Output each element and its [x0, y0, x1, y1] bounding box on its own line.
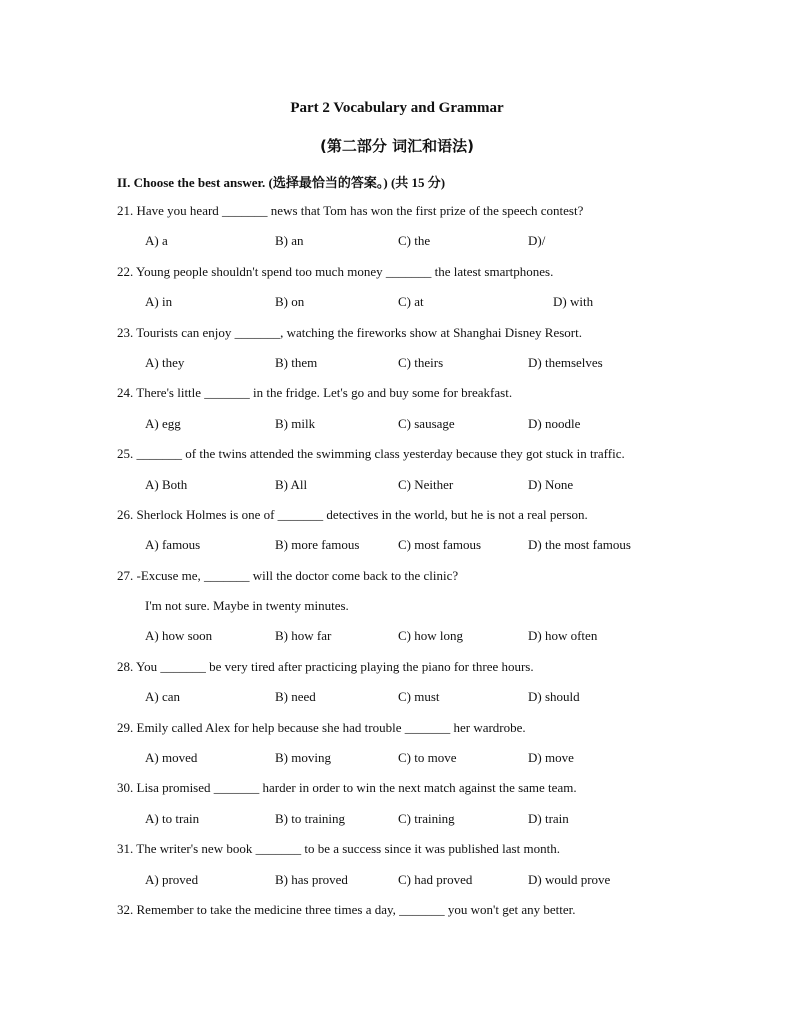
- question-stem-row: [0, 779, 794, 809]
- question-list: [0, 202, 794, 931]
- option-b: B) has proved: [275, 871, 348, 887]
- option-a: A) in: [145, 294, 173, 310]
- option-d: D) would prove: [528, 871, 611, 887]
- question-stem-row: [0, 901, 794, 931]
- option-c: C) training: [398, 810, 455, 826]
- options-row: [0, 232, 794, 262]
- option-d: D) how often: [528, 628, 598, 644]
- option-d: D) move: [528, 750, 574, 766]
- option-d: D) noodle: [528, 415, 581, 431]
- question-stem: 29. Emily called Alex for help because she had trouble _______ her wardrobe.: [117, 719, 526, 735]
- option-a: A) they: [145, 354, 185, 370]
- option-c: C) must: [398, 689, 440, 705]
- option-c: C) how long: [398, 628, 463, 644]
- option-d: D) the most famous: [528, 537, 631, 553]
- option-c: C) the: [398, 233, 431, 249]
- question-stem: 30. Lisa promised _______ harder in order to win the next match against the same team.: [117, 780, 577, 796]
- option-b: B) on: [275, 294, 305, 310]
- option-b: B) need: [275, 689, 316, 705]
- question-stem-row: [0, 840, 794, 870]
- dialogue-response-row: [0, 597, 794, 627]
- option-d: D) None: [528, 476, 574, 492]
- option-c: C) had proved: [398, 871, 473, 887]
- options-row: [0, 415, 794, 445]
- option-c: C) to move: [398, 750, 457, 766]
- option-b: B) to training: [275, 810, 346, 826]
- question-stem: 32. Remember to take the medicine three times a day, _______ you won't get any better.: [117, 901, 576, 917]
- question-stem-row: [0, 263, 794, 293]
- options-row: [0, 871, 794, 901]
- option-b: B) more famous: [275, 537, 360, 553]
- option-d: D) should: [528, 689, 580, 705]
- option-a: A) to train: [145, 810, 200, 826]
- option-c: C) Neither: [398, 476, 454, 492]
- options-row: [0, 293, 794, 323]
- options-row: [0, 627, 794, 657]
- question-stem: 23. Tourists can enjoy _______, watching the fireworks show at Shanghai Disney Resort.: [117, 324, 582, 340]
- question-stem-row: [0, 506, 794, 536]
- question-stem: 28. You _______ be very tired after practicing playing the piano for three hours.: [117, 658, 534, 674]
- option-c: C) sausage: [398, 415, 455, 431]
- options-row: [0, 688, 794, 718]
- options-row: [0, 354, 794, 384]
- question-stem-row: [0, 202, 794, 232]
- question-stem: 25. _______ of the twins attended the swimming class yesterday because they got stuck in traffic.: [117, 446, 625, 462]
- option-b: B) how far: [275, 628, 332, 644]
- question-stem: 26. Sherlock Holmes is one of _______ detectives in the world, but he is not a real person.: [117, 506, 588, 522]
- option-d: D) themselves: [528, 354, 603, 370]
- question-stem: 24. There's little _______ in the fridge. Let's go and buy some for breakfast.: [117, 385, 513, 401]
- section-subtitle: (第二部分 词汇和语法): [320, 137, 474, 155]
- question-stem-row: [0, 384, 794, 414]
- option-d: D) train: [528, 810, 569, 826]
- options-row: [0, 476, 794, 506]
- options-row: [0, 749, 794, 779]
- question-stem: 21. Have you heard _______ news that Tom has won the first prize of the speech contest?: [117, 203, 584, 218]
- option-a: A) a: [145, 233, 168, 249]
- question-stem-row: [0, 324, 794, 354]
- option-a: A) famous: [145, 537, 201, 553]
- question-stem: 31. The writer's new book _______ to be a success since it was published last month.: [117, 841, 560, 857]
- option-c: C) most famous: [398, 537, 482, 553]
- option-b: B) an: [275, 233, 304, 249]
- option-b: B) moving: [275, 750, 331, 766]
- instruction-text: II. Choose the best answer. (选择最恰当的答案。) (共 15 分): [117, 175, 446, 190]
- options-row: [0, 536, 794, 566]
- question-stem-row: [0, 719, 794, 749]
- options-row: [0, 810, 794, 840]
- option-a: A) proved: [145, 871, 199, 887]
- option-a: A) egg: [145, 415, 181, 431]
- option-a: A) how soon: [145, 628, 213, 644]
- option-a: A) moved: [145, 750, 198, 766]
- option-a: A) Both: [145, 476, 188, 492]
- option-a: A) can: [145, 689, 181, 705]
- question-stem: 22. Young people shouldn't spend too much money _______ the latest smartphones.: [117, 263, 554, 279]
- option-d: D) with: [553, 294, 594, 310]
- option-c: C) theirs: [398, 354, 444, 370]
- option-b: B) them: [275, 354, 318, 370]
- question-stem-row: [0, 658, 794, 688]
- question-stem-row: [0, 445, 794, 475]
- question-stem: 27. -Excuse me, _______ will the doctor come back to the clinic?: [117, 567, 459, 583]
- option-b: B) milk: [275, 415, 316, 431]
- option-d: D)/: [528, 233, 546, 249]
- section-title: Part 2 Vocabulary and Grammar: [290, 100, 504, 116]
- dialogue-response: I'm not sure. Maybe in twenty minutes.: [145, 598, 349, 614]
- option-c: C) at: [398, 294, 424, 310]
- option-b: B) All: [275, 476, 308, 492]
- question-stem-row: [0, 567, 794, 597]
